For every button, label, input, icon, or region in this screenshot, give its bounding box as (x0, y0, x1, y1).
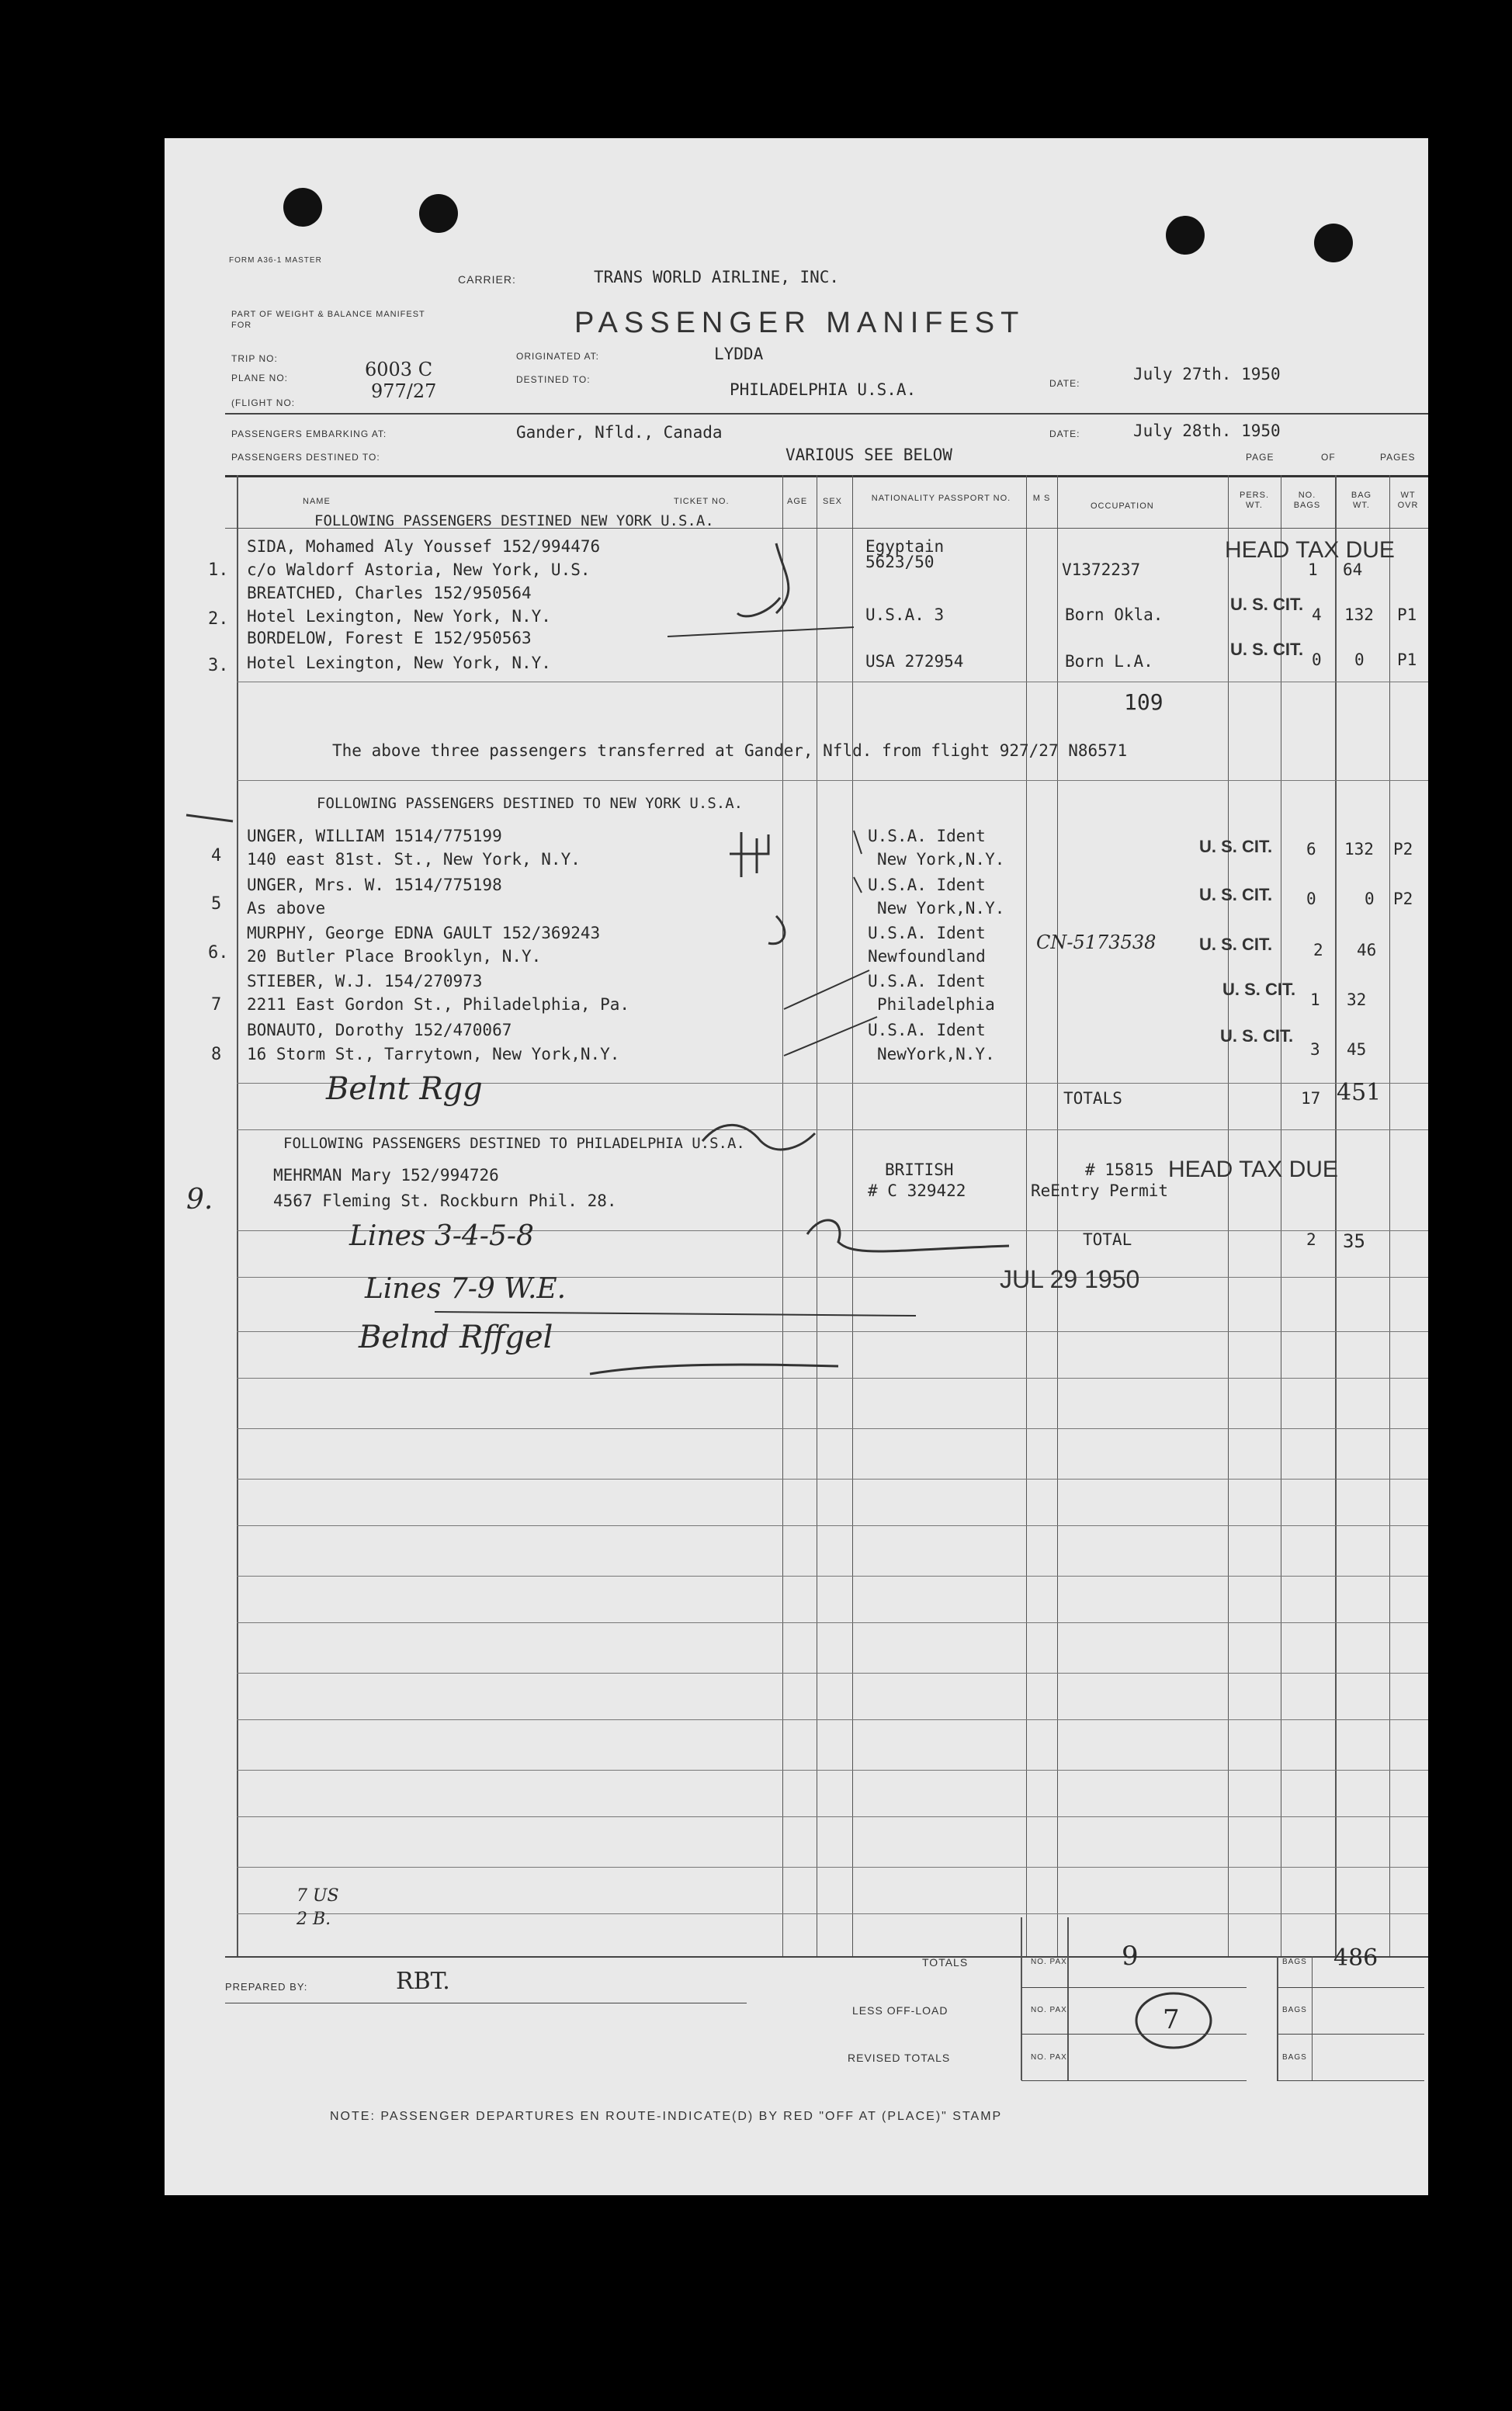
footer-rule (1021, 2034, 1247, 2035)
carrier-value: TRANS WORLD AIRLINE, INC. (594, 268, 840, 286)
of-label: OF (1321, 452, 1336, 463)
passenger-name-ticket: BREATCHED, Charles 152/950564 (247, 584, 532, 602)
nationality: BRITISH (885, 1160, 954, 1179)
plane-no-value: 6003 C (365, 359, 433, 380)
col-header-name: NAME (303, 497, 331, 506)
passenger-name-ticket: BONAUTO, Dorothy 152/470067 (247, 1021, 512, 1039)
transfer-note: The above three passengers transferred at Gander, Nfld. from flight 927/27 N86571 (332, 741, 1128, 760)
col-header-pers-wt: PERS. WT. (1239, 491, 1269, 510)
no-bags: 1 (1310, 990, 1320, 1009)
row-number: 5 (211, 894, 222, 914)
col-header-nationality: NATIONALITY PASSPORT NO. (871, 494, 1011, 503)
passport-no: Philadelphia (877, 995, 995, 1014)
nationality: U.S.A. Ident (868, 1021, 986, 1039)
dest-value: VARIOUS SEE BELOW (785, 446, 952, 464)
occupation: Born L.A. (1065, 652, 1153, 671)
col-header-age: AGE (787, 497, 808, 506)
row-number: 9. (186, 1184, 213, 1216)
bags-label: BAGS (1282, 2053, 1307, 2062)
bag-weight: 132 (1344, 605, 1374, 624)
flight-no-value: 977/27 (371, 380, 437, 402)
bag-weight: 32 (1347, 990, 1367, 1009)
handwritten-annotation: 2 B. (297, 1910, 331, 1929)
passport-no: New York,N.Y. (877, 850, 1005, 869)
form-number: FORM A36-1 MASTER (229, 256, 322, 265)
col-header-ticket: TICKET NO. (674, 497, 730, 506)
col-header-occupation: OCCUPATION (1091, 501, 1154, 511)
no-bags: 1 (1308, 560, 1318, 579)
us-cit-stamp: U. S. CIT. (1199, 837, 1273, 856)
us-cit-stamp: U. S. CIT. (1230, 595, 1304, 614)
passenger-address: Hotel Lexington, New York, N.Y. (247, 607, 551, 626)
bags-label: BAGS (1282, 2006, 1307, 2014)
passport-no: NewYork,N.Y. (877, 1045, 995, 1063)
handwritten-passport: CN-5173538 (1036, 931, 1157, 953)
date-value-1: July 27th. 1950 (1133, 365, 1281, 383)
section-2-totals-weight: 451 (1337, 1079, 1382, 1106)
total-bags: 486 (1333, 1944, 1378, 1972)
us-cit-stamp: U. S. CIT. (1220, 1026, 1294, 1046)
passenger-address: c/o Waldorf Astoria, New York, U.S. (247, 560, 591, 579)
passenger-address: Hotel Lexington, New York, N.Y. (247, 654, 551, 672)
dest-label: PASSENGERS DESTINED TO: (231, 452, 380, 463)
col-header-ms: M S (1032, 494, 1051, 503)
date-value-2: July 28th. 1950 (1133, 421, 1281, 440)
wt-ovr: P1 (1397, 605, 1417, 624)
passenger-name-ticket: STIEBER, W.J. 154/270973 (247, 972, 483, 990)
us-cit-stamp: U. S. CIT. (1199, 885, 1273, 904)
occupation: ReEntry Permit (1031, 1181, 1169, 1200)
section-3-total-label: TOTAL (1083, 1230, 1132, 1249)
passenger-address: 140 east 81st. St., New York, N.Y. (247, 850, 581, 869)
no-pax-label: NO. PAX (1031, 1958, 1067, 1966)
section-heading: FOLLOWING PASSENGERS DESTINED TO NEW YORK U.S.A. (317, 795, 744, 812)
originated-label: ORIGINATED AT: (516, 351, 599, 362)
footer-rule (1021, 2080, 1247, 2081)
page-title: PASSENGER MANIFEST (574, 307, 1025, 339)
passenger-address: As above (247, 899, 326, 918)
no-bags: 0 (1312, 650, 1322, 669)
bag-weight: 0 (1365, 890, 1375, 908)
no-bags: 6 (1306, 840, 1316, 859)
less-off-load-pax: 7 (1163, 2004, 1180, 2035)
footer-revised-label: REVISED TOTALS (848, 2052, 951, 2064)
passenger-name-ticket: SIDA, Mohamed Aly Youssef 152/994476 (247, 537, 601, 556)
footer-rule (1277, 2080, 1424, 2081)
wt-ovr: P1 (1397, 650, 1417, 669)
footer-divider (1277, 1956, 1278, 2080)
date-label-2: DATE: (1049, 428, 1080, 439)
footer-divider (1312, 1956, 1313, 2080)
prepared-by-value: RBT. (396, 1968, 450, 1995)
handwritten-signature: Belnd Rffgel (359, 1320, 553, 1355)
page-label: PAGE (1246, 452, 1274, 463)
passenger-address: 4567 Fleming St. Rockburn Phil. 28. (273, 1192, 617, 1210)
footer-totals-label: TOTALS (922, 1956, 969, 1969)
pages-label: PAGES (1380, 452, 1416, 463)
passenger-name-ticket: UNGER, WILLIAM 1514/775199 (247, 827, 502, 845)
passenger-name-ticket: UNGER, Mrs. W. 1514/775198 (247, 876, 502, 894)
occupation: V1372237 (1062, 560, 1141, 579)
nationality: U.S.A. Ident (868, 827, 986, 845)
footer-note: NOTE: PASSENGER DEPARTURES EN ROUTE-INDICATE(D) BY RED "OFF AT (PLACE)" STAMP (330, 2110, 1003, 2123)
nationality: USA 272954 (865, 652, 964, 671)
plane-no-label: PLANE NO: (231, 373, 289, 383)
nationality: U.S.A. Ident (868, 924, 986, 942)
handwritten-annotation: Lines 7-9 W.E. (365, 1273, 567, 1305)
handwritten-annotation: 7 US (297, 1886, 339, 1906)
wt-ovr: P2 (1393, 890, 1413, 908)
section-3-total-weight: 35 (1343, 1230, 1365, 1252)
row-number: 8 (211, 1045, 222, 1064)
no-pax-label: NO. PAX (1031, 2053, 1067, 2062)
section-heading: FOLLOWING PASSENGERS DESTINED NEW YORK U.S.A. (314, 512, 714, 529)
trip-no-label: TRIP NO: (231, 353, 278, 364)
passport-no: New York,N.Y. (877, 899, 1005, 918)
destined-value: PHILADELPHIA U.S.A. (730, 380, 917, 399)
passport-no: Newfoundland (868, 947, 986, 966)
bag-weight: 0 (1354, 650, 1365, 669)
us-cit-stamp: U. S. CIT. (1222, 980, 1296, 999)
head-tax-stamp: HEAD TAX DUE (1225, 537, 1395, 563)
section-1-total: 109 (1124, 689, 1163, 715)
section-2-totals-bags: 17 (1301, 1089, 1321, 1108)
flight-no-label: (FLIGHT NO: (231, 397, 296, 408)
section-3-total-bags: 2 (1306, 1230, 1316, 1249)
wt-ovr: P2 (1393, 840, 1413, 859)
date-label-1: DATE: (1049, 378, 1080, 389)
bag-weight: 64 (1343, 560, 1363, 579)
nationality: U.S.A. Ident (868, 876, 986, 894)
no-bags: 0 (1306, 890, 1316, 908)
row-number: 6. (208, 943, 229, 963)
section-2-totals-label: TOTALS (1063, 1089, 1122, 1108)
row-number: 7 (211, 995, 222, 1015)
footer-rule (1277, 1987, 1424, 1988)
passenger-address: 20 Butler Place Brooklyn, N.Y. (247, 947, 542, 966)
no-bags: 2 (1313, 941, 1323, 959)
passenger-name-ticket: BORDELOW, Forest E 152/950563 (247, 629, 532, 647)
total-pax: 9 (1122, 1941, 1139, 1972)
footer-rule (1277, 2034, 1424, 2035)
date-stamp: JUL 29 1950 (1000, 1265, 1140, 1293)
bag-weight: 45 (1347, 1040, 1367, 1059)
embarking-label: PASSENGERS EMBARKING AT: (231, 428, 387, 439)
no-bags: 3 (1310, 1040, 1320, 1059)
head-tax-stamp: HEAD TAX DUE (1168, 1157, 1338, 1182)
no-bags: 4 (1312, 605, 1322, 624)
handwritten-annotation: Belnt Rgg (326, 1071, 483, 1107)
nationality: U.S.A. 3 (865, 605, 945, 624)
footer-rule (1021, 1987, 1247, 1988)
passport-no: # C 329422 (868, 1181, 966, 1200)
destined-label: DESTINED TO: (516, 374, 591, 385)
col-header-bag-wt: BAG WT. (1351, 491, 1372, 510)
originated-value: LYDDA (714, 345, 764, 363)
no-pax-label: NO. PAX (1031, 2006, 1067, 2014)
passenger-name-ticket: MEHRMAN Mary 152/994726 (273, 1166, 499, 1185)
passenger-address: 2211 East Gordon St., Philadelphia, Pa. (247, 995, 630, 1014)
embarking-value: Gander, Nfld., Canada (516, 423, 723, 442)
section-heading: FOLLOWING PASSENGERS DESTINED TO PHILADELPHIA U.S.A. (283, 1135, 745, 1152)
us-cit-stamp: U. S. CIT. (1199, 935, 1273, 954)
occupation: Born Okla. (1065, 605, 1163, 624)
nationality: U.S.A. Ident (868, 972, 986, 990)
part-of-label: PART OF WEIGHT & BALANCE MANIFEST FOR (231, 310, 425, 330)
passenger-address: 16 Storm St., Tarrytown, New York,N.Y. (247, 1045, 620, 1063)
row-number: 1. (208, 560, 229, 580)
nationality: Egyptain (865, 537, 945, 556)
handwritten-annotation: Lines 3-4-5-8 (349, 1220, 534, 1252)
bags-label: BAGS (1282, 1958, 1307, 1966)
us-cit-stamp: U. S. CIT. (1230, 640, 1304, 659)
row-number: 2. (208, 609, 229, 629)
passenger-name-ticket: MURPHY, George EDNA GAULT 152/369243 (247, 924, 601, 942)
passport-no: 5623/50 (865, 553, 935, 571)
occupation: # 15815 (1085, 1160, 1154, 1179)
footer-less-label: LESS OFF-LOAD (852, 2004, 948, 2017)
row-number: 4 (211, 846, 222, 866)
row-number: 3. (208, 656, 229, 675)
carrier-label: CARRIER: (458, 273, 516, 286)
col-header-sex: SEX (823, 497, 843, 506)
bag-weight: 132 (1344, 840, 1374, 859)
bag-weight: 46 (1357, 941, 1377, 959)
col-header-no-bags: NO. BAGS (1293, 491, 1321, 510)
col-header-wt-ovr: WT OVR (1397, 491, 1419, 510)
prepared-by-label: PREPARED BY: (225, 1981, 308, 1993)
